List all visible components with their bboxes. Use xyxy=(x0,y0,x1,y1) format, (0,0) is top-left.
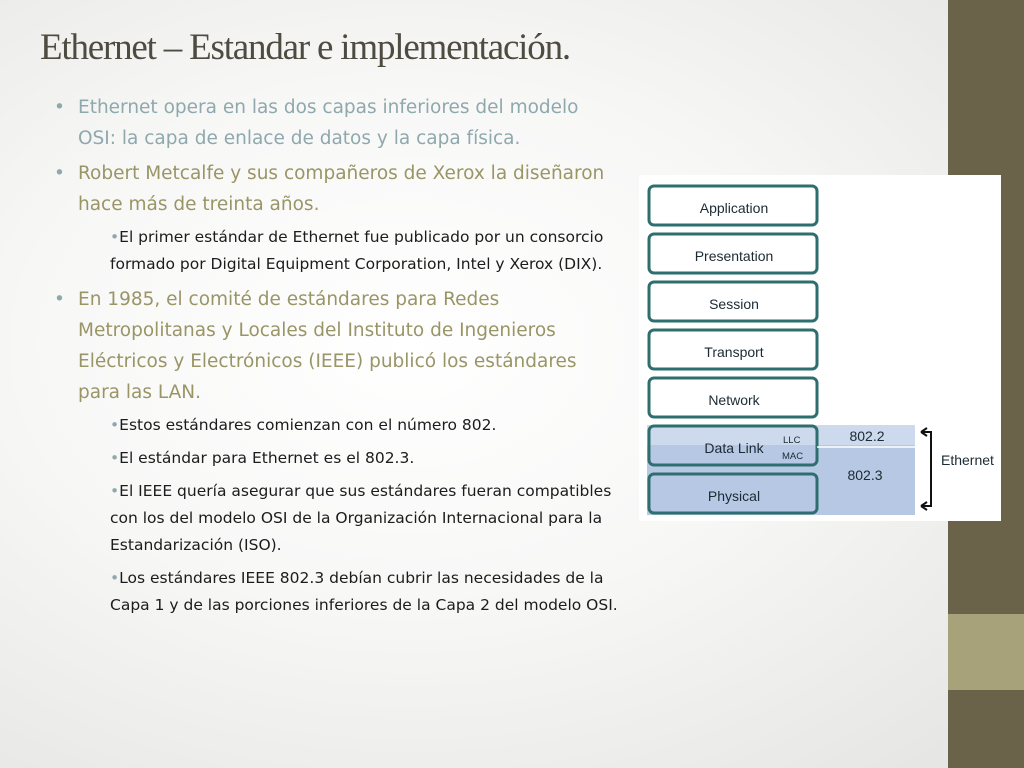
sub-bullet-3-3 xyxy=(110,478,620,559)
sub-bullet-3-1 xyxy=(110,412,620,439)
osi-layer-label: Session xyxy=(709,296,759,312)
osi-layer-network xyxy=(649,378,817,417)
bullet-1-text: Ethernet opera en las dos capas inferiores del modelo OSI: la capa de enlace de datos y la capa física. xyxy=(78,97,579,149)
osi-model-diagram xyxy=(639,175,1001,521)
standard-802-2-label: 802.2 xyxy=(849,428,885,444)
sublayer-mac-label: MAC xyxy=(782,451,804,462)
ethernet-bracket xyxy=(921,432,931,506)
bullet-2-text: Robert Metcalfe y sus compañeros de Xerox la diseñaron hace más de treinta años. xyxy=(78,163,605,215)
osi-layer-label: Application xyxy=(699,200,769,216)
bullet-marker: • xyxy=(54,289,65,310)
osi-layer-presentation xyxy=(649,234,817,273)
slide-body xyxy=(54,92,620,625)
osi-layer-transport xyxy=(649,330,817,369)
osi-layer-label: Presentation xyxy=(694,248,774,264)
sub-bullet-marker: • xyxy=(110,228,120,246)
osi-layer-label: Physical xyxy=(707,488,761,504)
sub-bullet-marker: • xyxy=(110,569,120,587)
ethernet-bracket-label: Ethernet xyxy=(941,452,994,468)
bullet-2 xyxy=(54,158,620,220)
bullet-3 xyxy=(54,284,620,408)
sub-bullet-marker: • xyxy=(110,416,120,434)
standard-802-3-label: 802.3 xyxy=(847,467,883,483)
osi-layer-application xyxy=(649,186,817,225)
sublayer-llc-label: LLC xyxy=(783,435,801,446)
sub-bullet-marker: • xyxy=(110,449,120,467)
bullet-marker: • xyxy=(54,97,65,118)
osi-diagram-svg xyxy=(639,175,1001,521)
osi-layer-label: Network xyxy=(708,392,760,408)
osi-layer-label: Transport xyxy=(704,344,764,360)
decorative-sidebar-accent xyxy=(948,614,1024,690)
sub-bullet-3-2 xyxy=(110,445,620,472)
sub-bullet-marker: • xyxy=(110,482,120,500)
bullet-3-text: En 1985, el comité de estándares para Redes Metropolitanas y Locales del Instituto de Ingenieros Eléctricos y Electrónicos (IEEE) publicó los estándares para las LAN. xyxy=(78,289,577,403)
sub-bullet-2-1-text: El primer estándar de Ethernet fue publicado por un consorcio formado por Digital Equipment Corporation, Intel y Xerox (DIX). xyxy=(110,228,604,273)
osi-layer-session xyxy=(649,282,817,321)
bracket-arrowheads xyxy=(921,428,927,510)
sub-bullet-3-4-text: Los estándares IEEE 802.3 debían cubrir las necesidades de la Capa 1 y de las porciones inferiores de la Capa 2 del modelo OSI. xyxy=(110,569,618,614)
slide-title: Ethernet – Estandar e implementación. xyxy=(40,27,570,68)
sub-bullet-3-1-text: Estos estándares comienzan con el número 802. xyxy=(119,416,497,434)
bullet-marker: • xyxy=(54,163,65,184)
osi-layer-label: Data Link xyxy=(704,440,764,456)
sub-bullet-3-3-text: El IEEE quería asegurar que sus estándares fueran compatibles con los del modelo OSI de la Organización Internacional para la Estandarización (ISO). xyxy=(110,482,612,554)
sub-bullet-3-2-text: El estándar para Ethernet es el 802.3. xyxy=(119,449,415,467)
bullet-1 xyxy=(54,92,620,154)
sub-bullet-3-4 xyxy=(110,565,620,619)
sub-bullet-2-1 xyxy=(110,224,620,278)
